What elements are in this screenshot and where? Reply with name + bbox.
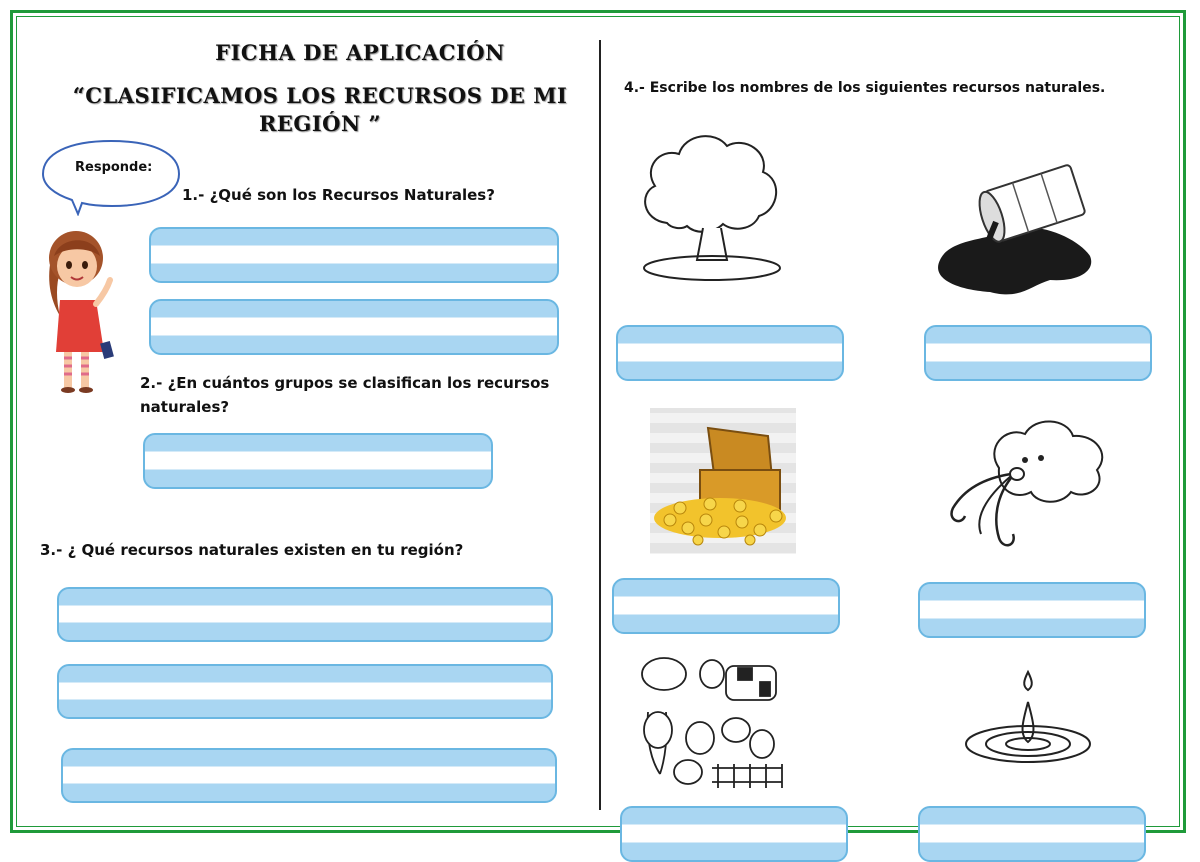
answer-bar-q2[interactable] — [143, 433, 493, 489]
question-4: 4.- Escribe los nombres de los siguientes recursos naturales. — [624, 80, 1106, 96]
treasure-chest-icon — [650, 408, 796, 554]
girl-illustration-icon — [38, 224, 120, 394]
tree-icon — [637, 128, 787, 288]
answer-bar-img-4[interactable] — [918, 582, 1146, 638]
bubble-label: Responde: — [75, 160, 153, 175]
answer-bar-img-2[interactable] — [924, 325, 1152, 381]
question-2-line-1: 2.- ¿En cuántos grupos se clasifican los recursos — [140, 374, 550, 392]
subtitle-line-1: “CLASIFICAMOS LOS RECURSOS DE MI — [72, 83, 568, 108]
answer-bar-img-3[interactable] — [612, 578, 840, 634]
question-2-line-2: naturales? — [140, 398, 230, 416]
worksheet-subtitle — [60, 82, 580, 138]
farm-animals-icon — [638, 652, 786, 792]
answer-bar-q3-c[interactable] — [61, 748, 557, 803]
answer-bar-q3-a[interactable] — [57, 587, 553, 642]
question-3: 3.- ¿ Qué recursos naturales existen en tu región? — [40, 541, 464, 559]
water-drop-icon — [958, 668, 1098, 768]
answer-bar-q1-a[interactable] — [149, 227, 559, 283]
answer-bar-img-6[interactable] — [918, 806, 1146, 862]
oil-barrel-icon — [930, 160, 1100, 300]
wind-cloud-icon — [945, 408, 1115, 558]
answer-bar-img-5[interactable] — [620, 806, 848, 862]
question-1: 1.- ¿Qué son los Recursos Naturales? — [182, 186, 495, 204]
subtitle-line-2: REGIÓN ” — [258, 111, 382, 136]
worksheet-title: FICHA DE APLICACIÓN — [215, 40, 505, 65]
speech-bubble — [40, 138, 182, 216]
answer-bar-q3-b[interactable] — [57, 664, 553, 719]
question-2 — [140, 371, 560, 419]
column-divider — [599, 40, 601, 810]
answer-bar-q1-b[interactable] — [149, 299, 559, 355]
answer-bar-img-1[interactable] — [616, 325, 844, 381]
